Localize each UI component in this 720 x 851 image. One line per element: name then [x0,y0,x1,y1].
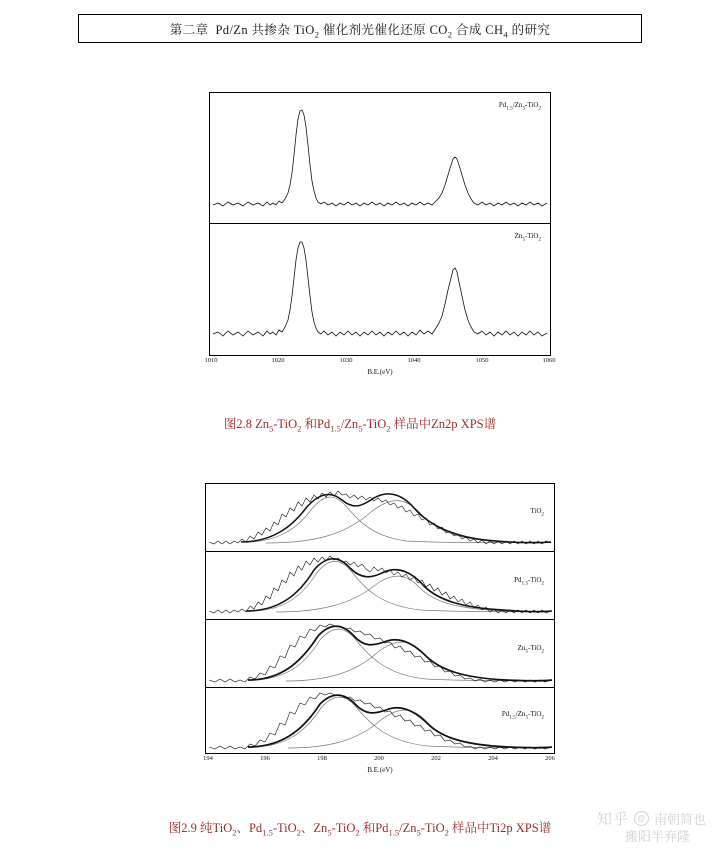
watermark-ghost: 搬阳半弃隆 [624,829,690,844]
panel-label-tio2: TiO$_2$ [530,507,544,518]
xps-panel-ti2p-pd [206,552,554,620]
tick-204: 204 [488,755,498,762]
figure-2-8-caption: 图2.8 $Zn_5-TiO_2$ 和$Pd_{1.5}/Zn_5-TiO_2$ 样品中Zn2p XPS谱 [223,417,497,434]
tick-202: 202 [431,755,441,762]
figure-2-9-caption: 图2.9 纯TiO$_2$、$Pd_{1.5}-TiO_2$、$Zn_5-TiO_2$ 和$Pd_{1.5}/Zn_5-TiO_2$ 样品中Ti2p XPS谱 [168,821,552,838]
header-title-seg: 第二章 Pd/Zn 共掺杂 TiO [169,23,315,37]
figure-2-8-tick-labels [204,357,556,367]
figure-2-9-axis-title: B.E.(eV) [367,766,393,774]
xps-trace-zn-svg [210,224,550,354]
panel-label-pdzn5-tio2: $Pd_{1.5}/Zn_5-TiO_2$ [501,710,544,721]
figure-2-9-tick-labels [205,755,555,765]
tick-1030: 1030 [339,357,353,364]
xps-trace-pdzn5-svg [206,688,554,754]
tick-1040: 1040 [407,357,421,364]
panel-label-pd-tio2: $Pd_{1.5}-TiO_2$ [514,576,544,587]
figure-2-8 [204,92,556,382]
figure-2-8-frame [209,92,551,356]
tick-206: 206 [545,755,555,762]
tick-1060: 1060 [542,357,556,364]
running-header [0,14,720,56]
xps-panel-zn2p-pdzn [210,93,550,224]
xps-trace-pd-svg [206,552,554,619]
xps-panel-ti2p-zn [206,620,554,688]
watermark-at-icon: @ [634,811,649,826]
panel-label-pdzn-tio2: $Pd_{1.5}/Zn_5-TiO_2$ [498,101,541,112]
tick-1010: 1010 [204,357,218,364]
figure-2-9 [205,483,555,780]
xps-panel-ti2p-pdzn [206,688,554,755]
header-title: 第二章 Pd/Zn 共掺杂 TiO$_2$ 催化剂光催化还原 $CO_2$ 合成 $CH_4$ 的研究 [169,23,551,40]
panel-label-zn5-tio2: $Zn_5-TiO_2$ [517,644,544,655]
tick-196: 196 [260,755,270,762]
tick-198: 198 [317,755,327,762]
header-rule-top [78,14,642,15]
xps-panel-ti2p-tio2 [206,484,554,552]
tick-1050: 1050 [475,357,489,364]
tick-1020: 1020 [271,357,285,364]
xps-trace-tio2-svg [206,484,554,551]
xps-trace-pdzn-svg [210,93,550,223]
tick-194: 194 [203,755,213,762]
figure-2-9-frame [205,483,555,754]
figure-2-9-x-axis [205,754,555,780]
xps-trace-zn5-svg [206,620,554,687]
figure-2-8-axis-title: B.E.(eV) [367,368,393,376]
panel-label-zn-tio2: $Zn_5-TiO_2$ [514,232,541,243]
xps-panel-zn2p-zn [210,224,550,355]
figure-2-8-x-axis [204,356,556,382]
header-rule-bottom [78,42,642,43]
watermark-user: 南朝简也 [653,812,706,827]
watermark-platform: 知乎 [596,811,629,828]
tick-200: 200 [374,755,384,762]
